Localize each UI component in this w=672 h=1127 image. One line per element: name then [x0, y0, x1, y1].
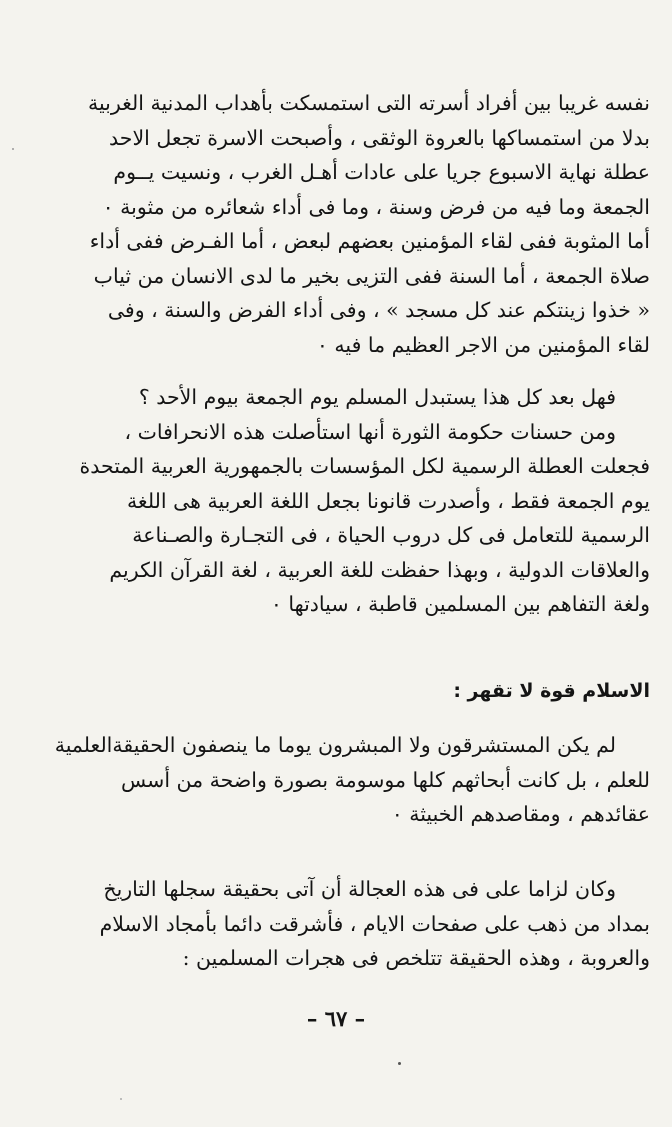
paragraph-line: للعلم ، بل كانت أبحاثهم كلها موسومة بصورة واضحة من أسس: [121, 767, 650, 792]
scan-speck: [12, 148, 14, 150]
paragraph-line: عقائدهم ، ومقاصدهم الخبيثة ٠: [391, 802, 650, 826]
paragraph-line: ومن حسنات حكومة الثورة أنها استأصلت هذه الانحرافات ،: [124, 419, 616, 444]
page-number: – ٦٧ –: [306, 1006, 366, 1031]
section-paragraph-1: [22, 728, 650, 832]
paragraph-line: « خذوا زينتكم عند كل مسجد » ، وفى أداء الفرض والسنة ، وفى: [107, 298, 650, 322]
scan-speck: [120, 1098, 122, 1100]
paragraph-line: صلاة الجمعة ، أما السنة ففى التزيى بخير ما لدى الانسان من ثياب: [93, 263, 650, 288]
paragraph-line: لم يكن المستشرقون ولا المبشرون يوما ما ينصفون الحقيقةالعلمية: [54, 733, 616, 757]
paragraph-line: أما المثوبة ففى لقاء المؤمنين بعضهم لبعض ، أما الفـرض ففى أداء: [89, 229, 650, 253]
paragraph-line: لقاء المؤمنين من الاجر العظيم ما فيه ٠: [316, 332, 650, 357]
paragraph-line: ولغة التفاهم بين المسلمين قاطبة ، سيادتها ٠: [270, 592, 650, 616]
paragraph-line: فهل بعد كل هذا يستبدل المسلم يوم الجمعة بيوم الأحد ؟: [138, 385, 616, 409]
paragraph-1: [22, 86, 650, 362]
paragraph-line: والعلاقات الدولية ، وبهذا حفظت للغة العربية ، لغة القرآن الكريم: [109, 557, 650, 582]
paragraph-line: بمداد من ذهب على صفحات الايام ، فأشرقت دائما بأمجاد الاسلام: [99, 911, 650, 936]
scan-speck: [398, 1062, 401, 1065]
paragraph-line: والعروبة ، وهذه الحقيقة تتلخص فى هجرات المسلمين :: [182, 946, 650, 970]
section-paragraph-2: [22, 872, 650, 976]
paragraph-line: وكان لزاما على فى هذه العجالة أن آتى بحقيقة سجلها التاريخ: [103, 877, 616, 901]
paragraph-line: الرسمية للتعامل فى كل دروب الحياة ، فى التجـارة والصـناعة: [132, 523, 650, 547]
paragraph-line: يوم الجمعة فقط ، وأصدرت قانونا بجعل اللغة العربية هى اللغة: [126, 488, 650, 513]
section-heading: الاسلام قوة لا تقهر :: [453, 680, 650, 702]
paragraph-line: الجمعة وما فيه من فرض وسنة ، وما فى أداء شعائره من مثوبة ٠: [102, 194, 650, 219]
paragraph-line: نفسه غريبا بين أفراد أسرته التى استمسكت بأهداب المدنية الغربية: [87, 91, 650, 115]
paragraph-2: [22, 380, 650, 622]
paragraph-line: بدلا من استمساكها بالعروة الوثقى ، وأصبحت الاسرة تجعل الاحد: [109, 125, 650, 150]
paragraph-line: فجعلت العطلة الرسمية لكل المؤسسات بالجمهورية العربية المتحدة: [79, 454, 650, 478]
paragraph-line: عطلة نهاية الاسبوع جريا على عادات أهـل الغرب ، ونسيت يــوم: [113, 160, 650, 184]
